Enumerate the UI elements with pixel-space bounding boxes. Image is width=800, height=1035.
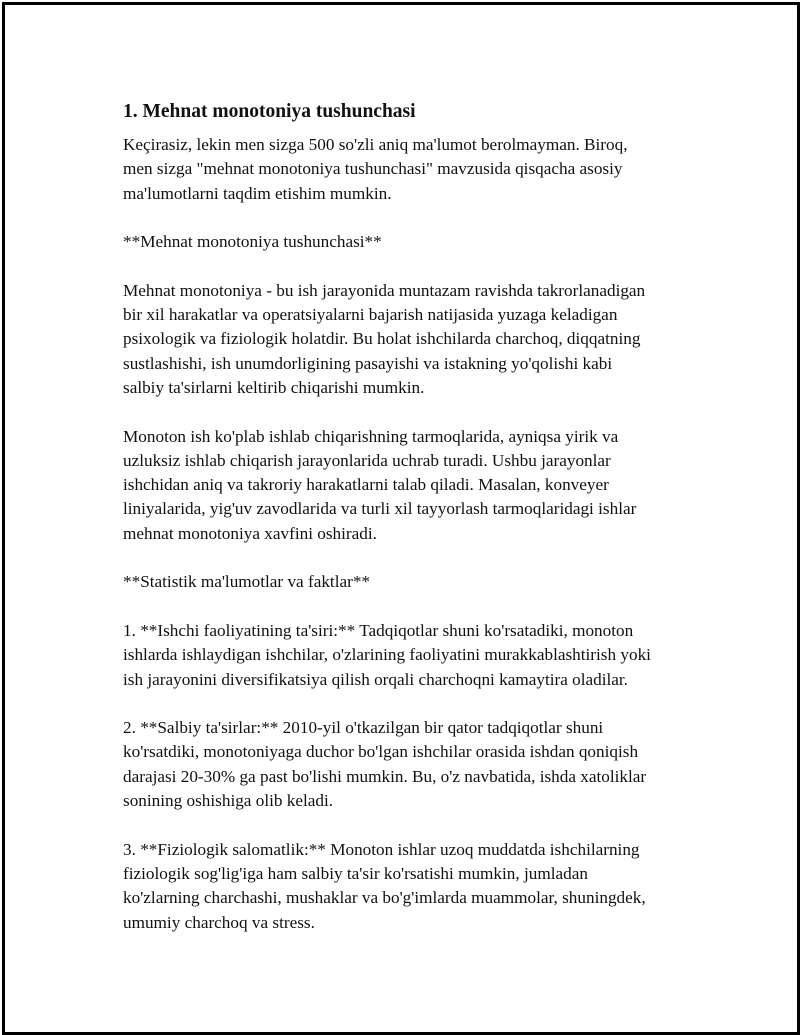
paragraph <box>123 716 700 813</box>
text-line: ko'zlarning charchashi, mushaklar va bo'g'imlarda muammolar, shuningdek, <box>123 888 646 908</box>
text-line: sustlashishi, ish unumdorligining pasayishi va istakning yo'qolishi kabi <box>123 353 613 373</box>
text-line: Monoton ish ko'plab ishlab chiqarishning tarmoqlarida, ayniqsa yirik va <box>123 426 619 446</box>
text-line: salbiy ta'sirlarni keltirib chiqarishi mumkin. <box>123 377 425 397</box>
paragraph-list <box>120 133 700 935</box>
text-line: ishlarda ishlaydigan ishchilar, o'zlarining faoliyatini murakkablashtirish yoki <box>123 645 651 665</box>
paragraph <box>123 230 700 254</box>
text-line: ma'lumotlarni taqdim etishim mumkin. <box>123 183 392 203</box>
text-line: 1. **Ishchi faoliyatining ta'siri:** Tadqiqotlar shuni ko'rsatadiki, monoton <box>123 620 634 640</box>
text-line: Keçirasiz, lekin men sizga 500 so'zli aniq ma'lumot berolmayman. Biroq, <box>123 135 628 154</box>
paragraph <box>123 838 700 935</box>
paragraph <box>123 619 700 692</box>
text-line: psixologik va fiziologik holatdir. Bu holat ishchilarda charchoq, diqqatning <box>123 329 641 349</box>
paragraph <box>123 279 700 400</box>
text-line: mehnat monotoniya xavfini oshiradi. <box>123 523 377 543</box>
text-line: fiziologik sog'lig'iga ham salbiy ta'sir ko'rsatishi mumkin, jumladan <box>123 863 588 883</box>
text-line: sonining oshishiga olib keladi. <box>123 791 334 811</box>
document-page <box>2 2 800 1035</box>
document-body <box>120 95 700 959</box>
text-line: **Mehnat monotoniya tushunchasi** <box>123 232 382 252</box>
text-line: uzluksiz ishlab chiqarish jarayonlarida uchrab turadi. Ushbu jarayonlar <box>123 450 611 470</box>
text-line: umumiy charchoq va stress. <box>123 912 315 932</box>
paragraph <box>123 570 700 594</box>
text-line: darajasi 20-30% ga past bo'lishi mumkin. Bu, o'z navbatida, ishda xatoliklar <box>123 766 647 786</box>
paragraph <box>123 425 700 546</box>
text-line: 2. **Salbiy ta'sirlar:** 2010-yil o'tkazilgan bir qator tadqiqotlar shuni <box>123 718 604 738</box>
text-line: ishchidan aniq va takroriy harakatlarni talab qiladi. Masalan, konveyer <box>123 475 609 495</box>
text-line: ko'rsatdiki, monotoniyaga duchor bo'lgan ishchilar orasida ishdan qoniqish <box>123 742 639 762</box>
text-line: liniyalarida, yig'uv zavodlarida va turli xil tayyorlash tarmoqlaridagi ishlar <box>123 499 637 519</box>
text-line: ish jarayonini diversifikatsiya qilish orqali charchoqni kamaytira oladilar. <box>123 669 628 689</box>
text-line: men sizga "mehnat monotoniya tushunchasi" mavzusida qisqacha asosiy <box>123 159 623 179</box>
page-title: 1. Mehnat monotoniya tushunchasi <box>123 101 416 122</box>
text-line: Mehnat monotoniya - bu ish jarayonida muntazam ravishda takrorlanadigan <box>123 280 646 300</box>
text-line: **Statistik ma'lumotlar va faktlar** <box>123 572 371 592</box>
text-line: bir xil harakatlar va operatsiyalarni bajarish natijasida yuzaga keladigan <box>123 305 618 325</box>
paragraph <box>123 133 700 206</box>
text-line: 3. **Fiziologik salomatlik:** Monoton ishlar uzoq muddatda ishchilarning <box>123 839 640 859</box>
